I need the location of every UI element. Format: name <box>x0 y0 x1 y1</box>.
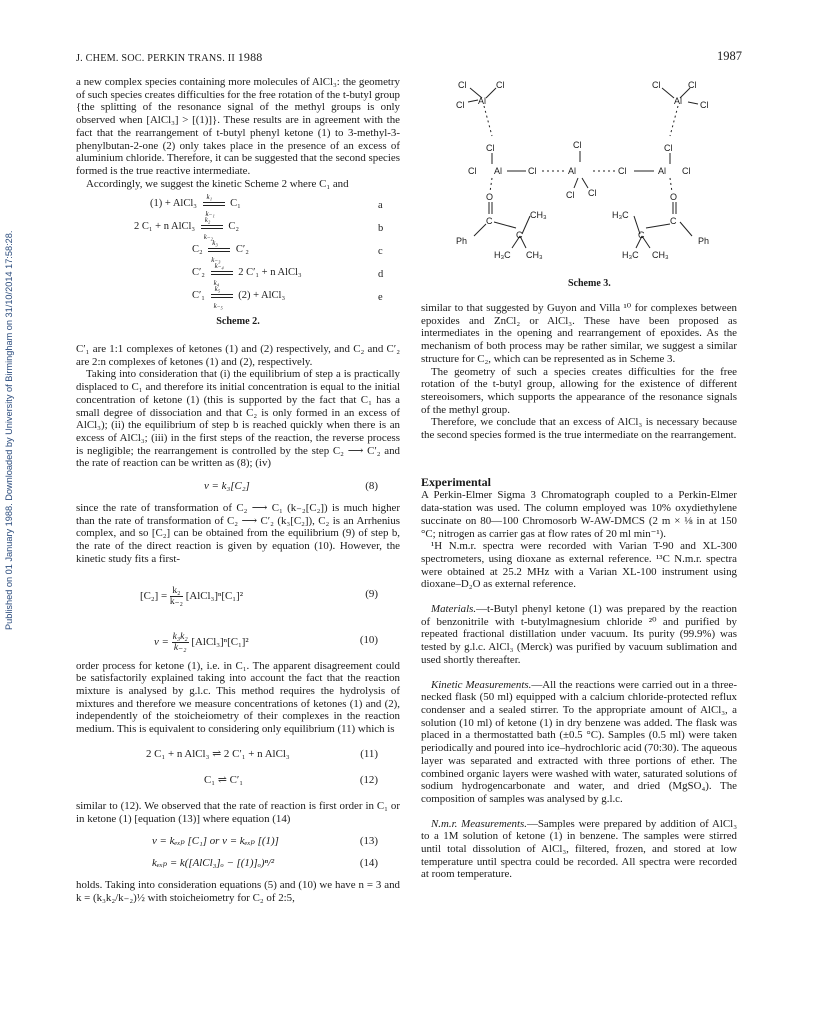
scheme-row-e <box>76 284 400 310</box>
equation-number: (11) <box>360 747 378 760</box>
chlorine-atom: Cl <box>486 143 495 153</box>
paragraph: Therefore, we conclude that an excess of AlCl₃ is necessary because the second species formed is the true intermediate on the rearrangement. <box>421 416 737 442</box>
scheme-right: C₁ <box>230 198 241 210</box>
paragraph: The geometry of such a species creates difficulties for the free rotation of the t-butyl group, allowing for the existence of different stereoisomers, which supports the appearance of the resonance signals of the methyl group. <box>421 365 737 416</box>
equation-number: (10) <box>359 633 378 646</box>
scheme-left: (1) + AlCl₃ <box>150 198 197 210</box>
download-watermark <box>4 90 18 630</box>
running-header <box>76 50 263 65</box>
equation-14 <box>76 855 400 879</box>
scheme-right: C₂ <box>228 221 240 233</box>
chlorine-atom: Cl <box>456 100 465 110</box>
paragraph: similar to that suggested by Guyon and Villa ¹⁰ for complexes between epoxides and ZnCl₂ or AlCl₃. These have been proposed as intermediates in the opening and rearrangement of epoxides. As the mechanism of both process may be rather similar, we suggest a similar structure for C₂, which can be represented as in Scheme 3. <box>421 302 737 365</box>
carbon-atom: C <box>516 230 523 240</box>
subheading-kinetic: Kinetic Measurements. <box>431 678 532 691</box>
scheme-left: C₂ <box>192 244 203 256</box>
equation-11 <box>76 746 400 772</box>
equation-rhs: [AlCl₃]ⁿ[C₁]² <box>191 635 249 648</box>
equilibrium-arrow: $\frac{\text{k₁}}{\text{k₋₁}}$ <box>203 199 225 209</box>
phenyl-group: Ph <box>456 236 468 246</box>
equation-body: kₑₓₚ = k([AlCl₃]ₒ − [(1)]ₒ)ⁿ/² <box>152 857 275 870</box>
journal-name: J. CHEM. SOC. PERKIN TRANS. II <box>76 53 235 64</box>
page-number: 1987 <box>717 49 742 63</box>
equation-lhs: [C₂] = <box>140 589 168 602</box>
chlorine-atom: Cl <box>496 80 505 90</box>
scheme-label: c <box>378 246 383 258</box>
equation-lhs: v = <box>154 635 169 648</box>
chlorine-atom: Cl <box>688 80 697 90</box>
scheme-3-drawing <box>430 56 740 276</box>
paragraph: ¹H N.m.r. spectra were recorded with Varian T-90 and XL-300 spectrometers, using dioxane as external reference. ¹³C N.m.r. spectra were obtained at 25.2 MHz with a Varian XL-100 instrument using dioxane–D₂O as external reference. <box>421 540 737 591</box>
scheme-row-d <box>76 261 400 287</box>
scheme-3-caption: Scheme 3. <box>568 278 611 289</box>
scheme-left: 2 C₁ + n AlCl₃ <box>134 221 196 233</box>
chlorine-atom: Cl <box>468 166 477 176</box>
oxygen-atom: O <box>486 192 494 202</box>
chlorine-atom: Cl <box>700 100 709 110</box>
scheme-row-b <box>76 215 400 241</box>
carbon-atom: C <box>670 216 677 226</box>
equation-body: 2 C₁ + n AlCl₃ ⇌ 2 C′₁ + n AlCl₃ <box>146 747 290 760</box>
paragraph: order process for ketone (1), i.e. in C₁. The apparent disagreement could be satisfactorily explained taking into account the fact that the reaction mixture is analysed by g.l.c. This method requires the hydrolysis of mixtures and therefore we measure concentrations of ketones (1) and (2), independently of the stoicheiometry of their complexes in the reaction medium. This is equivalent to considering only equilibrium (11) which is <box>76 659 400 736</box>
scheme-label: e <box>378 292 383 304</box>
carbon-atom: C <box>638 230 645 240</box>
aluminium-atom: Al <box>658 166 667 176</box>
aluminium-atom: Al <box>494 166 503 176</box>
chlorine-atom: Cl <box>566 190 575 200</box>
subheading-nmr: N.m.r. Measurements. <box>431 817 527 830</box>
journal-year: 1988 <box>237 50 263 64</box>
equation-8 <box>76 474 400 502</box>
methyl-group: H₃C <box>622 250 639 260</box>
scheme-row-c <box>76 238 400 264</box>
chlorine-atom: Cl <box>528 166 537 176</box>
left-column <box>76 76 400 905</box>
equation-13 <box>76 833 400 855</box>
equation-12 <box>76 772 400 800</box>
carbon-atom: C <box>486 216 493 226</box>
methyl-group: CH₃ <box>530 210 547 220</box>
aluminium-atom: Al <box>478 96 487 106</box>
rate-constant-fraction: $\frac{\text{k₃k₂}}{\text{k₋₂}}$ <box>172 631 188 653</box>
equation-9 <box>76 574 400 614</box>
equation-body: v = kₑₓₚ [C₁] or v = kₑₓₚ [(1)] <box>152 835 279 848</box>
paragraph-nmr: N.m.r. Measurements.—Samples were prepared by addition of AlCl₃ to a 1M solution of ketone (1) in benzene. The samples were stirred until total dissolution of AlCl₃, filtered, frozen, and stored at low temperature until spectra could be recorded. All spectra were recorded at room temperature. <box>421 817 737 881</box>
paragraph: similar to (12). We observed that the rate of reaction is first order in C₁ or in ketone (1) [equation (13)] where equation (14) <box>76 799 400 825</box>
equilibrium-arrow: $\frac{\text{k₃}}{\text{k₋₃}}$ <box>208 245 230 255</box>
phenyl-group: Ph <box>698 236 710 246</box>
paragraph: C′₁ are 1:1 complexes of ketones (1) and (2) respectively, and C₂ and C′₂ are 2:n complexes of ketones (1) and (2), respectively. <box>76 343 400 368</box>
paragraph: since the rate of transformation of C₂ ⟶ C₁ (k₋₂[C₂]) is much higher than the rate of transformation of C₂ ⟶ C′₂ (k₃[C₂]), C₂ is an Arrhenius complex, and so [C₂] can be obtained from the equilibrium (9) of step b, the rate of the direct reaction is given by equation (10). However, the kinetic study fits a first- <box>76 502 400 565</box>
chlorine-atom: Cl <box>664 143 673 153</box>
scheme-left: C′₂ <box>192 267 205 279</box>
scheme-3-structure <box>430 56 740 296</box>
scheme-row-a <box>76 192 400 218</box>
equation-number: (14) <box>359 857 378 870</box>
equation-number: (9) <box>365 587 378 600</box>
equation-number: (12) <box>359 773 378 786</box>
methyl-group: CH₃ <box>526 250 543 260</box>
oxygen-atom: O <box>670 192 678 202</box>
equation-rhs: [AlCl₃]ⁿ[C₁]² <box>185 589 243 602</box>
chlorine-atom: Cl <box>458 80 467 90</box>
chlorine-atom: Cl <box>573 140 582 150</box>
paragraph: a new complex species containing more molecules of AlCl₃: the geometry of such species creates difficulties for the free rotation of the t-butyl group {the splitting of the resonance signal of the methyl groups is only observed when [AlCl₃] > [(1)]}. These results are in agreement with the fact that the rearrangement of t-butyl phenyl ketone (1) to 3-methyl-3-phenylbutan-2-one (2) only takes place in the presence of an excess of aluminium chloride. Therefore, it can be suggested that the second species formed is the true reactive intermediate. <box>76 76 400 177</box>
chlorine-atom: Cl <box>682 166 691 176</box>
equilibrium-arrow: $\frac{\text{k₅}}{\text{k₋₅}}$ <box>211 291 233 301</box>
equation-body: C₁ ⇌ C′₁ <box>204 773 244 786</box>
scheme-right: C′₂ <box>235 244 249 256</box>
paragraph-materials: Materials.—t-Butyl phenyl ketone (1) was prepared by the reaction of benzonitrile with t-butylmagnesium chloride ²⁰ and purified by repeated fractional distillation under vacuum. Its purity (99.9%) was tested by g.l.c. AlCl₃ (Merck) was purified by vacuum sublimation and used shortly thereafter. <box>421 603 737 666</box>
right-column <box>421 302 737 881</box>
paragraph: A Perkin-Elmer Sigma 3 Chromatograph coupled to a Perkin-Elmer data-station was used. The column employed was 10% oxydiethylene succinate on 80—100 Chromosorb W-AW-DMCS (2 m × ⅛ in at 150 °C; nitrogen as carrier gas at flow rates of 20 ml min⁻¹). <box>421 489 737 540</box>
paragraph: Taking into consideration that (i) the equilibrium of step a is practically displaced to C₁ and therefore its initial concentration is equal to the initial concentration of ketone (1) (this is supported by the fact that C₁ has a small degree of dissociation and that C₂ is only formed in an excess of AlCl₃); (ii) the equilibrium of step b is reached quickly when there is an excess of AlCl₃; (iii) in the first steps of the reaction, the reverse process is negligible; the rearrangement is controlled by the step C₂ ⟶ C′₂ and the rate of reaction can be written as (8); (iv) <box>76 368 400 470</box>
equilibrium-arrow: $\frac{\text{k₋₄}}{\text{k₄}}$ <box>211 268 233 278</box>
scheme-2-caption: Scheme 2. <box>216 316 260 328</box>
equation-body: v = k₃[C₂] <box>204 480 250 493</box>
equilibrium-arrow: $\frac{\text{k₂}}{\text{k₋₂}}$ <box>201 222 223 232</box>
scheme-label: d <box>378 269 384 281</box>
equation-number: (8) <box>365 480 378 493</box>
aluminium-atom: Al <box>568 166 577 176</box>
scheme-left: C′₁ <box>192 290 205 302</box>
chlorine-atom: Cl <box>652 80 661 90</box>
scheme-right: 2 C′₁ + n AlCl₃ <box>238 267 302 279</box>
paragraph: Accordingly, we suggest the kinetic Scheme 2 where C₁ and <box>86 177 349 190</box>
section-heading-experimental: Experimental <box>421 474 491 489</box>
chlorine-atom: Cl <box>588 188 597 198</box>
methyl-group: H₃C <box>494 250 511 260</box>
equation-10 <box>76 620 400 660</box>
scheme-right: (2) + AlCl₃ <box>238 290 286 302</box>
paragraph: holds. Taking into consideration equations (5) and (10) we have n = 3 and k = (k₃k₂/k₋₂)½ with stoicheiometry for C₂ of 2:5, <box>76 879 400 904</box>
scheme-2 <box>76 192 400 310</box>
subheading-materials: Materials. <box>431 603 477 616</box>
rate-constant-fraction: $\frac{\text{k₂}}{\text{k₋₂}}$ <box>169 585 183 607</box>
equation-number: (13) <box>359 835 378 848</box>
chlorine-atom: Cl <box>618 166 627 176</box>
scheme-label: b <box>378 223 384 235</box>
paragraph-kinetic: Kinetic Measurements.—All the reactions were carried out in a three-necked flask (50 ml) equipped with a calcium chloride-protected reflux condenser and a sealed stirrer. To the appropriate amount of AlCl₃, a solution (10 ml) of ketone (1) in dry benzene was added. The flask was placed in a thermostatted bath (±0.5 °C). Samples (0.5 ml) were taken periodically and poured into ice–hydrochloric acid (70:30). The aqueous layer was separated and extracted with three portions of ether. The combined organic layers were washed with water, saturated solutions of sodium hydrogencarbonate and water, and dried (MgSO₄). The composition of samples was analysed by g.l.c. <box>421 678 738 805</box>
download-watermark-text: Published on 01 January 1988. Downloaded by University of Birmingham on 31/10/2014 17:58:28. <box>4 230 14 630</box>
scheme-label: a <box>378 200 383 212</box>
methyl-group: CH₃ <box>652 250 669 260</box>
aluminium-atom: Al <box>674 96 683 106</box>
methyl-group: H₃C <box>612 210 629 220</box>
